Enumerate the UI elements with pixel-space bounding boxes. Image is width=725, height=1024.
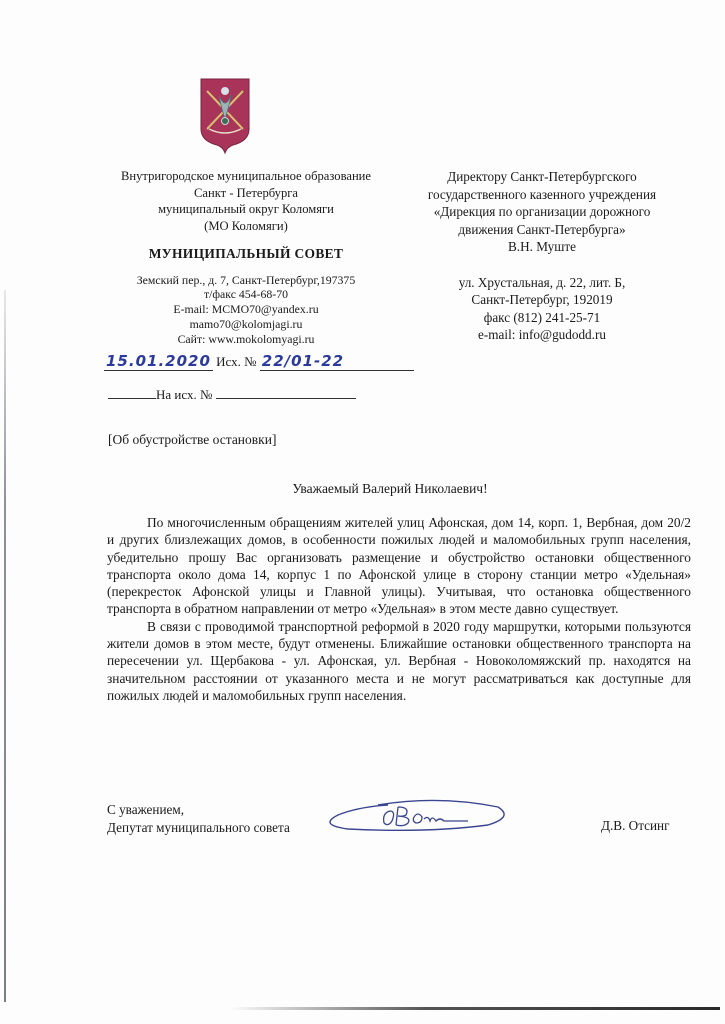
outgoing-registration [104,352,414,371]
sender-line: Санкт - Петербурга [193,185,299,200]
body-paragraph: По многочисленным обращениям жителей улиц Афонская, дом 14, корп. 1, Вербная, дом 20/2 и других близлежащих домов, в особенности пожилых людей и маломобильных групп населения, убедительно прошу Вас организовать размещение и обустройство остановки общественного транспорта около дома 14, корпус 1 по Афонской улице в сторону станции метро «Удельная» (перекресток Афонской улицы и Главной улицы). Учитывая, что остановка общественного транспорта в обратном направлении от метро «Удельная» в этом месте давно существует. [107,515,691,617]
sender-address: Земский пер., д. 7, Санкт-Петербург,197375 [136,272,356,287]
reply-number-blank [216,386,356,399]
sender-line: муниципальный округ Коломяги [158,202,334,216]
scan-edge-left [4,290,6,1002]
recipient-line: Директору Санкт-Петербургского [447,169,637,184]
recipient-block [392,168,692,344]
coat-of-arms-icon [199,77,251,155]
reply-date-blank [108,386,156,399]
letter-body [107,514,691,704]
handwritten-outgoing-number: 22/01-22 [260,352,414,371]
closing-block [107,801,290,836]
reply-label: На исх. № [156,387,213,402]
closing-regards: С уважением, [107,802,184,817]
recipient-email: e-mail: info@gudodd.ru [478,327,606,342]
signature-icon [318,793,513,843]
reply-reference [108,386,356,403]
recipient-line: движения Санкт-Петербурга» [458,221,626,237]
sender-block [96,168,396,346]
sender-line: (МО Коломяги) [204,218,288,233]
recipient-fax: факс (812) 241-25-71 [483,309,601,325]
sender-line: Внутригородское муниципальное образование [120,169,372,183]
handwritten-date: 15.01.2020 [106,352,211,370]
recipient-address: ул. Хрустальная, д. 22, лит. Б, [458,274,626,290]
sender-phone: т/факс 454-68-70 [203,287,289,302]
signer-position: Депутат муниципального совета [107,819,290,835]
sender-email-alt: mamo70@kolomjagi.ru [189,316,303,331]
scan-edge-bottom [230,1007,720,1010]
council-title: МУНИЦИПАЛЬНЫЙ СОВЕТ [148,246,344,261]
recipient-line: государственного казенного учреждения [427,186,657,202]
salutation: Уважаемый Валерий Николаевич! [292,481,488,496]
letter-subject: [Об обустройстве остановки] [108,432,277,447]
recipient-name: В.Н. Муште [508,239,576,254]
recipient-line: «Дирекция по организации дорожного [433,204,651,219]
signer-name: Д.В. Отсинг [601,818,670,833]
outgoing-label: Исх. № [216,354,257,369]
sender-email: E-mail: МСМО70@yandex.ru [173,302,319,317]
body-paragraph: В связи с проводимой транспортной реформой в 2020 году маршрутки, которыми пользуются жители домов в этом месте, будут отменены. Ближайшие остановки общественного транспорта на пересечении ул. Щербакова - ул. Афонская, ул. Вербная - Новоколомяжский пр. находятся на значительном расстоянии от указанного места и не могут рассматриваться как доступные для пожилых людей и маломобильных групп населения. [107,618,691,703]
sender-website: Сайт: www.mokolomyagi.ru [177,331,315,346]
recipient-city: Санкт-Петербург, 192019 [471,292,613,307]
